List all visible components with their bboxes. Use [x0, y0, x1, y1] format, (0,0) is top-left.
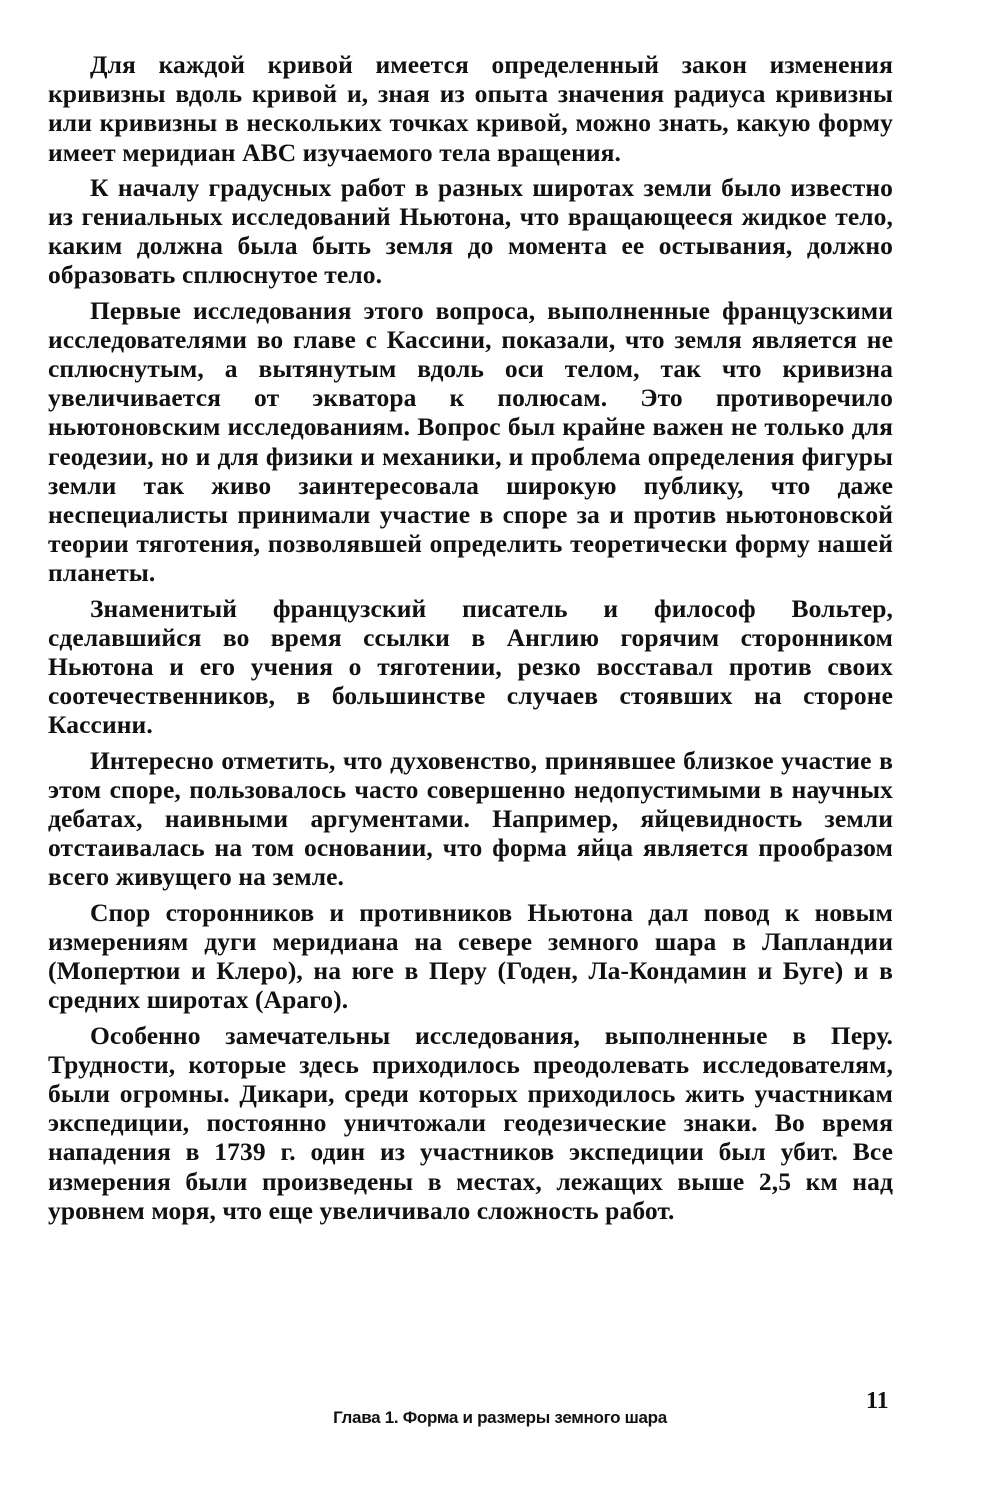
paragraph-7: Особенно замечательны исследования, выполненные в Перу. Трудности, которые здесь приходилось преодолевать исследователям, были огромны. Дикари, среди которых приходилось жить участникам экспедиции, постоянно уничтожали геодезические знаки. Во время нападения в 1739 г. один из участников экспедиции был убит. Все измерения были произведены в местах, лежащих выше 2,5 км над уровнем моря, что еще увеличивало сложность работ.: [48, 1020, 893, 1225]
paragraph-1: Для каждой кривой имеется определенный закон изменения кривизны вдоль кривой и, зная из опыта значения радиуса кривизны или кривизны в нескольких точках кривой, можно знать, какую форму имеет меридиан ABC изучаемого тела вращения.: [48, 50, 893, 167]
paragraph-4: Знаменитый французский писатель и философ Вольтер, сделавшийся во время ссылки в Англию горячим сторонником Ньютона и его учения о тяготении, резко восставал против своих соотечественников, в большинстве случаев стоявших на стороне Кассини.: [48, 593, 893, 740]
running-footer: Глава 1. Форма и размеры земного шара: [333, 1408, 667, 1427]
paragraph-2: К началу градусных работ в разных широтах земли было известно из гениальных исследований Ньютона, что вращающееся жидкое тело, каким должна была быть земля до момента ее остывания, должно образовать сплюснутое тело.: [48, 172, 893, 290]
paragraph-6: Спор сторонников и противников Ньютона дал повод к новым измерениям дуги меридиана на севере земного шара в Лапландии (Мопертюи и Клеро), на юге в Перу (Годен, Ла-Кондамин и Буге) и в средних широтах (Араго).: [48, 897, 893, 1015]
page-number: 11: [866, 1388, 889, 1414]
paragraph-5: Интересно отметить, что духовенство, принявшее близкое участие в этом споре, пользовалось часто совершенно недопустимыми в научных дебатах, наивными аргументами. Например, яйцевидность земли отстаивалась на том основании, что форма яйца является прообразом всего живущего на земле.: [48, 745, 893, 892]
page-body: [48, 50, 893, 1231]
paragraph-3: Первые исследования этого вопроса, выполненные французскими исследователями во главе с Кассини, показали, что земля является не сплюснутым, а вытянутым вдоль оси телом, так что кривизна увеличивается от экватора к полюсам. Это противоречило ньютоновским исследованиям. Вопрос был крайне важен не только для геодезии, но и для физики и механики, и проблема определения фигуры земли так живо заинтересовала широкую публику, что даже неспециалисты принимали участие в споре за и против ньютоновской теории тяготения, позволявшей определить теоретически форму нашей планеты.: [48, 295, 893, 588]
